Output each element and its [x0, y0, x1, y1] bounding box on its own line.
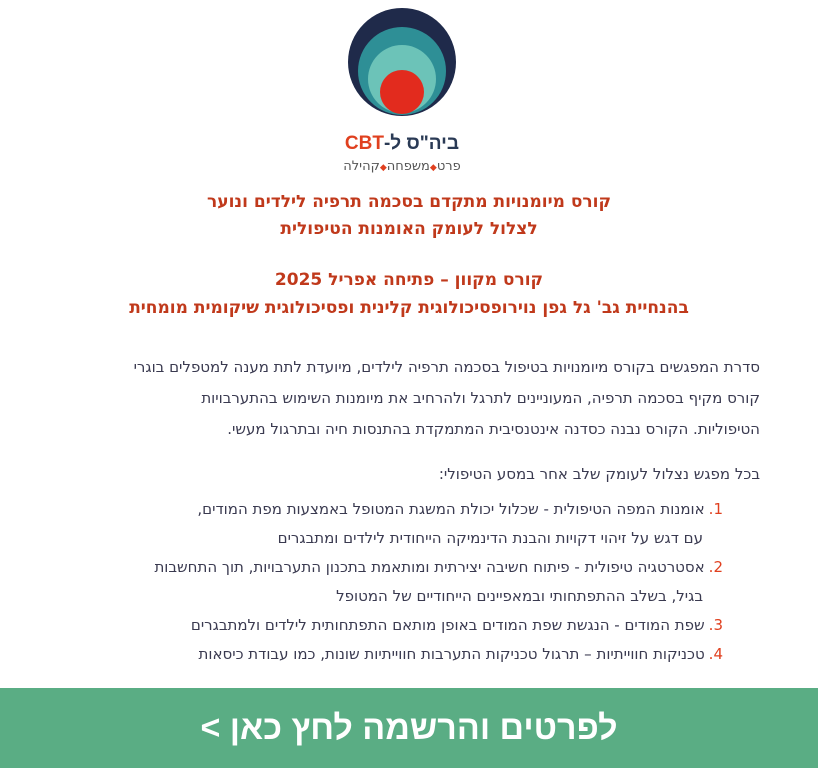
list-text: אומנות המפה הטיפולית - שכלול יכולת המשגת המטופל באמצעות מפת המודים,: [197, 500, 705, 518]
course-format: קורס מקוון – פתיחה אפריל 2025: [274, 270, 544, 290]
list-item: [43, 640, 723, 669]
logo-circles-icon: [348, 8, 456, 116]
list-number: 2.: [708, 558, 723, 576]
list-intro: בכל מפגש נצלול לעומק שלב אחר במסע הטיפולי:: [438, 465, 760, 483]
list-number: 4.: [708, 645, 723, 663]
diamond-icon: ◆: [429, 163, 437, 173]
logo-sub-2: משפחה: [386, 159, 430, 174]
diamond-icon: ◆: [379, 163, 387, 173]
logo-title-cbt: CBT: [344, 133, 384, 154]
logo-subtitle: [337, 159, 467, 174]
description-line: הטיפוליות. הקורס נבנה כסדנה אינטנסיבית המתמקדת בהתנסות חיה ובתרגול מעשי.: [227, 420, 760, 438]
register-button[interactable]: [0, 688, 818, 768]
list-text: טכניקות חווייתיות – תרגול טכניקות התערבות חווייתיות שונות, כמו עבודת כיסאות: [198, 645, 705, 663]
course-title: קורס מיומנויות מתקדם בסכמה תרפיה לילדים ונוער: [207, 192, 611, 212]
description-paragraph: [40, 352, 760, 445]
course-subtitle: לצלול לעומק האומנות הטיפולית: [280, 219, 538, 239]
list-item: [43, 495, 723, 553]
list-number: 3.: [708, 616, 723, 634]
course-instructor: בהנחיית גב' גל גפן נוירופסיכולוגית קלינית ופסיכולוגית שיקומית מומחית: [129, 298, 689, 318]
logo-sub-3: קהילה: [343, 159, 380, 174]
logo-circle-inner: [380, 70, 424, 114]
list-text-cont: בגיל, בשלב ההתפתחותי ובמאפיינים הייחודיים של המטופל: [336, 587, 703, 605]
list-number: 1.: [708, 500, 723, 518]
list-item: [43, 553, 723, 611]
list-text: שפת המודים - הנגשת שפת המודים באופן מותאם התפתחותית לילדים ולמתבגרים: [190, 616, 705, 634]
logo-sub-1: פרט: [436, 159, 461, 174]
register-button-label: לפרטים והרשמה לחץ כאן >: [200, 708, 618, 747]
logo: [337, 8, 467, 183]
session-list: [43, 495, 723, 669]
list-text-cont: עם דגש על זיהוי דקויות והבנת הדינמיקה הייחודית לילדים ומתבגרים: [277, 529, 703, 547]
logo-title-prefix: ביה"ס ל-: [383, 133, 460, 154]
list-text: אסטרטגיה טיפולית - פיתוח חשיבה יצירתית ומותאמת בתכנון התערבויות, תוך התחשבות: [154, 558, 705, 576]
description-line: קורס מקיף בסכמה תרפיה, המעוניינים לתרגל ולהרחיב את מיומנות השימוש בהתערבויות: [201, 389, 760, 407]
logo-title: [337, 133, 467, 155]
list-item: [43, 611, 723, 640]
description-line: סדרת המפגשים בקורס מיומנויות בטיפול בסכמה תרפיה לילדים, מיועדת לתת מענה למטפלים בוגרי: [133, 358, 760, 376]
